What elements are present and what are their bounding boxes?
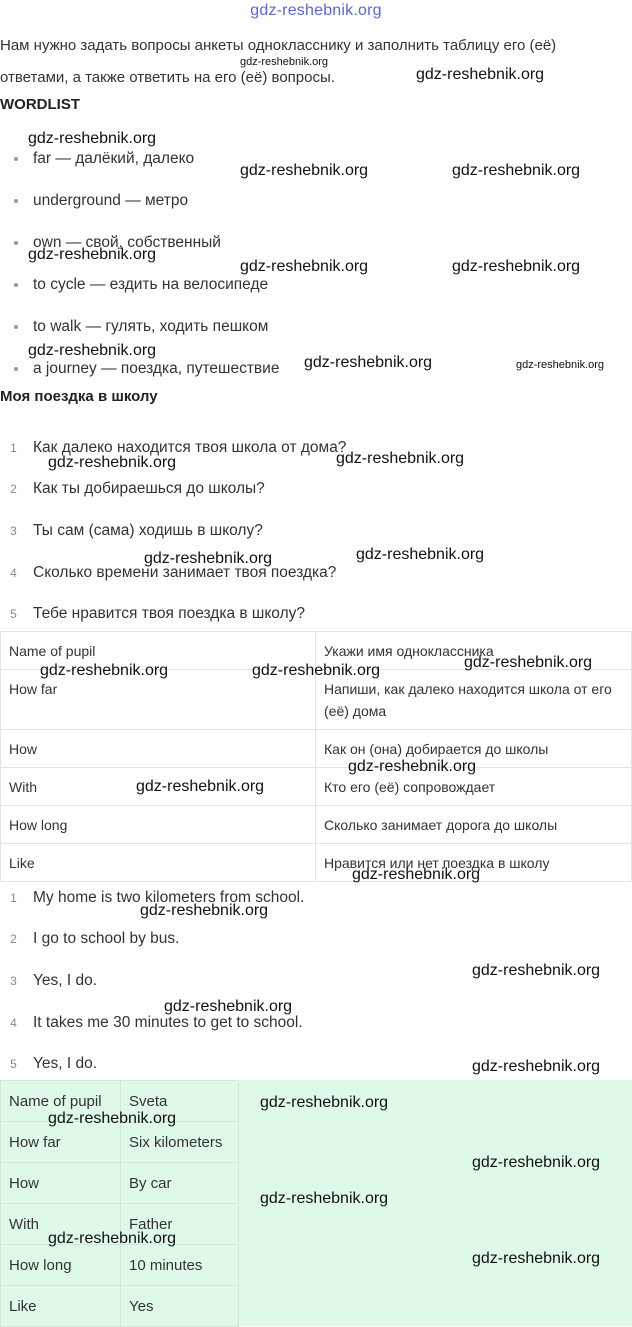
watermark: gdz-reshebnik.org — [28, 130, 157, 147]
watermark: gdz-reshebnik.org — [472, 1250, 601, 1267]
list-item: underground — метро — [0, 180, 620, 222]
list-item: 3 Yes, I do. — [10, 971, 98, 989]
list-item: 5 Тебе нравится твоя поездка в школу? — [10, 605, 305, 623]
watermark: gdz-reshebnik.org — [452, 258, 581, 275]
watermark: gdz-reshebnik.org — [48, 1110, 177, 1127]
list-item: 2 I go to school by bus. — [10, 930, 180, 948]
table-row: Like Yes — [1, 1286, 239, 1327]
watermark: gdz-reshebnik.org — [472, 1154, 601, 1171]
bullet-icon — [14, 241, 18, 245]
watermark: gdz-reshebnik.org — [260, 1094, 389, 1111]
watermark: gdz-reshebnik.org — [356, 546, 485, 563]
watermark: gdz-reshebnik.org — [40, 662, 169, 679]
watermark: gdz-reshebnik.org — [464, 654, 593, 671]
watermark: gdz-reshebnik.org — [348, 758, 477, 775]
list-item: to cycle — ездить на велосипеде — [0, 264, 620, 306]
list-item: to walk — гулять, ходить пешком — [0, 306, 620, 348]
watermark: gdz-reshebnik.org — [452, 162, 581, 179]
intro-text: Нам нужно задать вопросы анкеты однокласснику и заполнить таблицу его (её) ответами, а также ответить на его (её) вопросы. — [0, 37, 557, 86]
watermark: gdz-reshebnik.org — [472, 1058, 601, 1075]
watermark: gdz-reshebnik.org — [48, 454, 177, 471]
answers-list — [0, 877, 620, 1085]
watermark: gdz-reshebnik.org — [252, 662, 381, 679]
watermark: gdz-reshebnik.org — [48, 1230, 177, 1247]
list-item: 4 Сколько времени занимает твоя поездка? — [10, 563, 337, 581]
list-item: 4 It takes me 30 minutes to get to school. — [10, 1013, 303, 1031]
table-row: Like Нравится или нет поездка в школу — [1, 844, 632, 882]
table-row: With Кто его (её) сопровождает — [1, 768, 632, 806]
site-header-logo[interactable]: gdz-reshebnik.org — [250, 2, 382, 19]
bullet-icon — [14, 283, 18, 287]
table-row: How Как он (она) добирается до школы — [1, 730, 632, 768]
bullet-icon — [14, 157, 18, 161]
watermark: gdz-reshebnik.org — [416, 66, 545, 83]
watermark: gdz-reshebnik.org — [516, 359, 605, 371]
wordlist-title: WORDLIST — [0, 96, 80, 113]
watermark: gdz-reshebnik.org — [304, 354, 433, 371]
table-row: Name of pupil Укажи имя одноклассника — [1, 632, 632, 670]
watermark: gdz-reshebnik.org — [240, 162, 369, 179]
bullet-icon — [14, 199, 18, 203]
watermark: gdz-reshebnik.org — [136, 778, 265, 795]
watermark: gdz-reshebnik.org — [28, 342, 157, 359]
list-item: 1 Как далеко находится твоя школа от дома? — [10, 438, 347, 456]
list-item: a journey — поездка, путешествие — [0, 348, 620, 390]
list-item: 1 My home is two kilometers from school. — [10, 888, 305, 906]
table-row: How far Напиши, как далеко находится школа от его (её) дома — [1, 670, 632, 730]
list-item: own — свой, собственный — [0, 222, 620, 264]
watermark: gdz-reshebnik.org — [352, 866, 481, 883]
bullet-icon — [14, 325, 18, 329]
watermark: gdz-reshebnik.org — [336, 450, 465, 467]
watermark: gdz-reshebnik.org — [260, 1190, 389, 1207]
bullet-icon — [14, 367, 18, 371]
list-item: 2 Как ты добираешься до школы? — [10, 480, 265, 498]
list-item: 5 Yes, I do. — [10, 1055, 98, 1073]
table-row: With Father — [1, 1204, 239, 1245]
list-item: 3 Ты сам (сама) ходишь в школу? — [10, 521, 263, 539]
watermark: gdz-reshebnik.org — [164, 998, 293, 1015]
table-row: How By car — [1, 1163, 239, 1204]
watermark: gdz-reshebnik.org — [140, 902, 269, 919]
list-item: far — далёкий, далеко — [0, 138, 620, 180]
watermark: gdz-reshebnik.org — [240, 56, 329, 68]
watermark: gdz-reshebnik.org — [240, 258, 369, 275]
table-row: How long Сколько занимает дорога до школы — [1, 806, 632, 844]
watermark: gdz-reshebnik.org — [472, 962, 601, 979]
section-title: Моя поездка в школу — [0, 388, 158, 405]
watermark: gdz-reshebnik.org — [28, 246, 157, 263]
table-row: How long 10 minutes — [1, 1245, 239, 1286]
table-row: How far Six kilometers — [1, 1122, 239, 1163]
table-row: Name of pupil Sveta — [1, 1081, 239, 1122]
watermark: gdz-reshebnik.org — [144, 550, 273, 567]
